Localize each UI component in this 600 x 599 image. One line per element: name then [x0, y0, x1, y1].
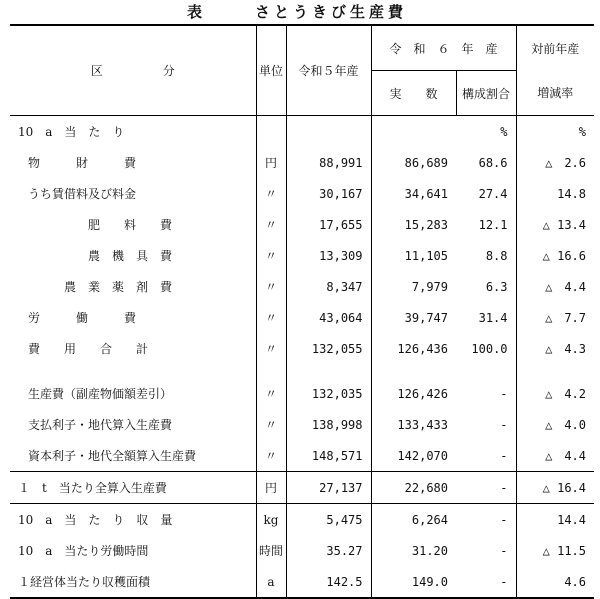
row-label: １経営体当たり収穫面積 — [10, 566, 256, 598]
cost-table-wrapper — [10, 24, 594, 599]
table-title-name: さとうきび生産費 — [255, 3, 408, 21]
row-ratio: - — [456, 378, 516, 409]
row-unit: 〃 — [256, 302, 286, 333]
row-label: 生産費（副産物価額差引） — [10, 378, 256, 409]
row-label: 10 a 当 た り 収 量 — [10, 504, 256, 536]
row-ratio: 27.4 — [456, 178, 516, 209]
header-actual: 実 数 — [371, 71, 456, 116]
row-r5: 43,064 — [286, 302, 371, 333]
row-ratio: 31.4 — [456, 302, 516, 333]
row-label: 10 a 当 た り — [10, 116, 256, 148]
row-r5: 88,991 — [286, 147, 371, 178]
header-ratio: 構成割合 — [456, 71, 516, 116]
table-row — [10, 302, 594, 333]
table-row — [10, 504, 594, 536]
header-r6: 令 和 ６ 年 産 — [371, 25, 516, 71]
row-r6: 39,747 — [404, 310, 448, 325]
row-r6: 11,105 — [404, 248, 448, 263]
row-ratio: 12.1 — [456, 209, 516, 240]
row-r5: 35.27 — [286, 535, 371, 566]
header-unit: 単位 — [256, 25, 286, 116]
header-r5: 令和５年産 — [286, 25, 371, 116]
row-ratio: - — [456, 566, 516, 598]
table-row — [10, 178, 594, 209]
table-row — [10, 440, 594, 472]
row-yoy: % — [578, 124, 587, 139]
row-yoy: △ 11.5 — [542, 543, 587, 558]
header-category: 区 分 — [10, 25, 256, 116]
row-unit: 円 — [256, 147, 286, 178]
row-r5: 132,055 — [286, 333, 371, 364]
row-r6: 6,264 — [371, 504, 456, 536]
row-yoy: 4.6 — [516, 566, 594, 598]
table-row — [10, 271, 594, 302]
row-unit: 〃 — [256, 440, 286, 472]
table-row — [10, 409, 594, 440]
row-r5: 13,309 — [286, 240, 371, 271]
row-yoy: △ 4.4 — [545, 280, 587, 294]
row-ratio: - — [456, 535, 516, 566]
row-r5: 8,347 — [286, 271, 371, 302]
row-r6: 142,070 — [397, 448, 448, 463]
row-unit: 〃 — [256, 178, 286, 209]
row-yoy: △ 16.6 — [542, 248, 587, 263]
row-yoy: △ 4.3 — [545, 342, 587, 356]
row-r6: 22,680 — [371, 472, 456, 504]
row-r5: 5,475 — [286, 504, 371, 536]
row-r6: 126,426 — [397, 386, 448, 401]
table-title — [0, 2, 600, 22]
row-yoy: △ 7.7 — [545, 311, 587, 325]
row-yoy: △ 4.0 — [545, 418, 587, 432]
row-unit: 時間 — [256, 535, 286, 566]
row-ratio: 68.6 — [456, 147, 516, 178]
row-r6: 31.20 — [411, 543, 448, 558]
header-yoy-line2: 増減率 — [537, 86, 574, 101]
row-label: 10 a 当たり労働時間 — [10, 535, 256, 566]
row-ratio: - — [456, 409, 516, 440]
row-label: 農 機 具 費 — [10, 240, 256, 271]
table-row — [10, 209, 594, 240]
spacer-row — [10, 364, 594, 378]
row-unit: 〃 — [256, 271, 286, 302]
row-yoy: △ 4.2 — [545, 387, 587, 401]
row-r5: 27,137 — [286, 472, 371, 504]
header-yoy-line1: 対前年産 — [531, 41, 580, 56]
row-unit: 〃 — [256, 378, 286, 409]
row-r6: 15,283 — [404, 217, 448, 232]
row-unit: 〃 — [256, 333, 286, 364]
row-yoy: △ 2.6 — [545, 156, 587, 170]
table-row — [10, 147, 594, 178]
row-r6: 126,436 — [397, 341, 448, 356]
row-unit: 〃 — [256, 409, 286, 440]
row-ratio: - — [456, 472, 516, 504]
table-row — [10, 116, 594, 148]
row-label: 農 業 薬 剤 費 — [10, 271, 256, 302]
row-r5: 17,655 — [286, 209, 371, 240]
row-label: 肥 料 費 — [10, 209, 256, 240]
row-unit: 円 — [256, 472, 286, 504]
row-r6: 86,689 — [404, 155, 448, 170]
table-row — [10, 472, 594, 504]
row-label: 支払利子・地代算入生産費 — [10, 409, 256, 440]
row-unit: 〃 — [256, 240, 286, 271]
row-ratio: 100.0 — [456, 333, 516, 364]
row-r6: 7,979 — [411, 279, 448, 294]
row-r5 — [286, 116, 371, 148]
row-r5: 30,167 — [286, 178, 371, 209]
row-unit — [256, 116, 286, 148]
row-label: 費 用 合 計 — [10, 333, 256, 364]
row-r5: 142.5 — [286, 566, 371, 598]
table-title-prefix: 表 — [187, 3, 203, 21]
table-row — [10, 378, 594, 409]
table-row — [10, 535, 594, 566]
row-r5: 132,035 — [286, 378, 371, 409]
row-label: 資本利子・地代全額算入生産費 — [10, 440, 256, 472]
row-ratio: - — [456, 504, 516, 536]
row-r5: 148,571 — [286, 440, 371, 472]
row-label: １ t 当たり全算入生産費 — [10, 472, 256, 504]
table-row — [10, 333, 594, 364]
row-ratio: % — [456, 116, 516, 148]
row-yoy: 14.4 — [516, 504, 594, 536]
row-ratio: - — [456, 440, 516, 472]
row-ratio: 6.3 — [456, 271, 516, 302]
row-unit: a — [256, 566, 286, 598]
row-label: 物 財 費 — [10, 147, 256, 178]
row-r5: 138,998 — [286, 409, 371, 440]
row-label: うち賃借料及び料金 — [10, 178, 256, 209]
row-yoy: 14.8 — [557, 186, 587, 201]
row-r6: 34,641 — [404, 186, 448, 201]
row-ratio: 8.8 — [456, 240, 516, 271]
table-row — [10, 240, 594, 271]
row-r6: 133,433 — [397, 417, 448, 432]
row-yoy: △ 4.4 — [545, 449, 587, 463]
row-unit: kg — [256, 504, 286, 536]
row-yoy: △ 13.4 — [542, 217, 587, 232]
row-unit: 〃 — [256, 209, 286, 240]
row-r6 — [371, 116, 456, 148]
row-yoy: △ 16.4 — [516, 472, 594, 504]
row-r6: 149.0 — [371, 566, 456, 598]
row-label: 労 働 費 — [10, 302, 256, 333]
sugarcane-cost-table — [10, 24, 594, 599]
